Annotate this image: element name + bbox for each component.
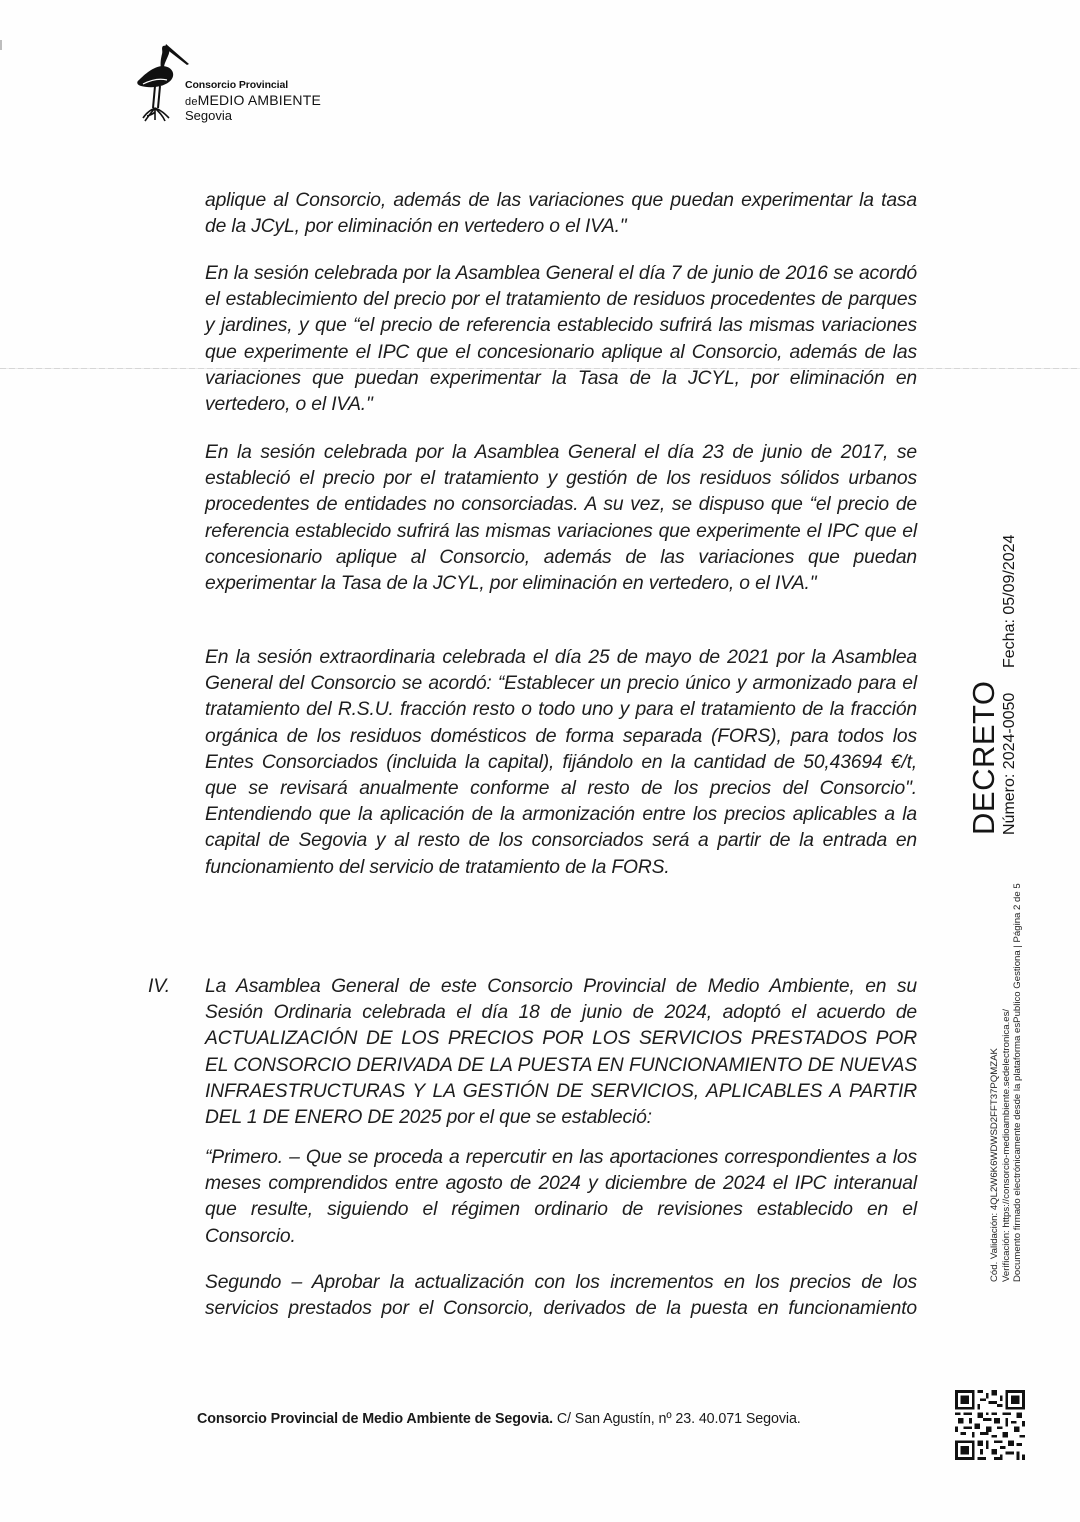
section-iv-segundo: Segundo – Aprobar la actualización con los incrementos en los precios de los servicios prestados por el Consorcio, derivados de la puesta en funcionamiento <box>205 1272 917 1320</box>
paragraph-2016-session: En la sesión celebrada por la Asamblea General el día 7 de junio de 2016 se acordó el establecimiento del precio por el tratamiento de residuos procedentes de parques y jardines, y que “el precio de referencia establecido sufrirá las mismas variaciones que experimente el IPC que el concesionario aplique al Consorcio, además de las variaciones que puedan experimentar la Tasa de la JCYL, por eliminación en vertedero, o el IVA." <box>205 263 917 416</box>
signature-notice: Documento firmado electrónicamente desde la plataforma esPublico Gestiona | Página 2 de 5 <box>1012 883 1023 1282</box>
footer-address: C/ San Agustín, nº 23. 40.071 Segovia. <box>552 1411 801 1427</box>
section-numeral: IV. <box>148 976 171 997</box>
logo-text <box>185 80 321 122</box>
decreto-date: Fecha: 05/09/2024 <box>1001 534 1018 668</box>
logo-line-consorcio: Consorcio Provincial <box>185 79 289 91</box>
scan-margin-mark <box>0 40 2 50</box>
qr-code-icon[interactable] <box>955 1390 1025 1460</box>
validation-code: Cód. Validación: 4QL2W6K6WDWSD2FFT37PQMZAK <box>989 1048 1000 1282</box>
page-footer <box>197 1411 801 1427</box>
decreto-number: Número: 2024-0050 <box>1001 692 1018 835</box>
consorcio-logo <box>133 42 353 132</box>
section-iv-primero: “Primero. – Que se proceda a repercutir en las aportaciones correspondientes a los meses comprendidos entre agosto de 2024 y diciembre de 2024 el IPC interanual que resulte, siguiendo el régimen ordinario de revisiones establecido en el Consorcio. <box>205 1147 917 1247</box>
paragraph-2021-session: En la sesión extraordinaria celebrada el día 25 de mayo de 2021 por la Asamblea General del Consorcio se acordó: “Establecer un precio único y armonizado para el tratamiento del R.S.U. fracción resto o todo uno y para el tratamiento de la fracción orgánica de los residuos domésticos de forma separada (FORS), para todos los Entes Consorciados (incluida la capital), fijándolo en la cantidad de 50,43694 €/t, que se revisará anualmente conforme al resto de los precios del Consorcio". Entendiendo que la aplicación de la armonización entre los precios aplicables a la capital de Segovia y al resto de los consorciados será a partir de la entrada en funcionamiento del servicio de tratamiento de la FORS. <box>205 647 917 878</box>
paragraph-2017-session: En la sesión celebrada por la Asamblea General el día 23 de junio de 2017, se estableció el precio por el tratamiento y gestión de los residuos sólidos urbanos procedentes de entidades no consorciadas. A su vez, se dispuso que “el precio de referencia establecido sufrirá las mismas variaciones que experimente el IPC que el concesionario aplique al Consorcio, además de las variaciones que puedan experimentar la Tasa de la JCYL, por eliminación en vertedero, o el IVA." <box>205 442 917 595</box>
section-iv-intro: La Asamblea General de este Consorcio Provincial de Medio Ambiente, en su Sesión Ordinaria celebrada el día 18 de junio de 2024, adoptó el acuerdo de ACTUALIZACIÓN DE LOS PRECIOS POR LOS SERVICIOS PRESTADOS POR EL CONSORCIO DERIVADA DE LA PUESTA EN FUNCIONAMIENTO DE NUEVAS INFRAESTRUCTURAS Y LA GESTIÓN DE SERVICIOS, APLICABLES A PARTIR DEL 1 DE ENERO DE 2025 por el que se estableció: <box>205 976 917 1129</box>
footer-organization: Consorcio Provincial de Medio Ambiente de Segovia. <box>197 1411 553 1427</box>
stork-icon <box>133 42 193 122</box>
decreto-stamp-title: DECRETO <box>966 680 1001 835</box>
logo-line-medio-ambiente: deMEDIO AMBIENTE <box>185 91 322 108</box>
paragraph-continuation: aplique al Consorcio, además de las variaciones que puedan experimentar la tasa de la JCyL, por eliminación en vertedero o el IVA." <box>205 190 917 238</box>
verification-url[interactable]: Verificación: https://consorcio-medioambiente.sedelectronica.es/ <box>1001 1008 1012 1282</box>
logo-line-segovia: Segovia <box>185 107 232 123</box>
